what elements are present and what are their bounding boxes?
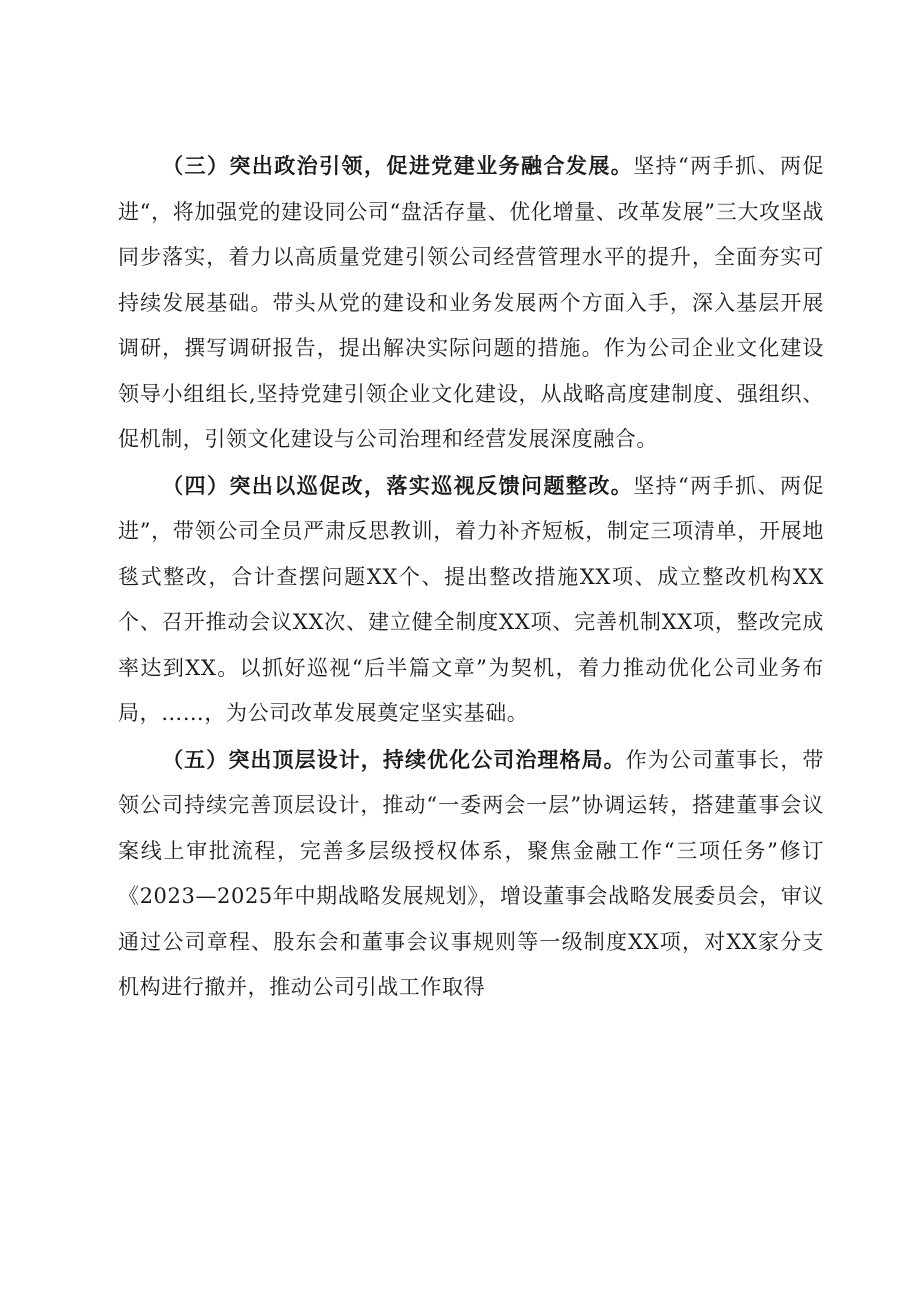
paragraph-3-body: 坚持“两手抓、两促进“，将加强党的建设同公司“盘活存量、优化增量、改革发展”三大攻坚战同步落实，着力以高质量党建引领公司经营管理水平的提升，全面夯实可持续发展基础。带头从党的建设和业务发展两个方面入手，深入基层开展调研，撰写调研报告，提出解决实际问题的措施。作为公司企业文化建设领导小组组长,坚持党建引领企业文化建设，从战略高度建制度、强组织、促机制，引领文化建设与公司治理和经营发展深度融合。	[118, 154, 824, 451]
paragraph-4	[118, 463, 824, 737]
paragraph-5-heading: （五）突出顶层设计，持续优化公司治理格局。	[162, 746, 626, 772]
document-body	[118, 143, 824, 1011]
paragraph-4-heading: （四）突出以巡促改，落实巡视反馈问题整改。	[162, 472, 634, 498]
paragraph-3-heading: （三）突出政治引领，促进党建业务融合发展。	[162, 153, 634, 178]
paragraph-4-body: 坚持“两手抓、两促进”，带领公司全员严肃反思教训，着力补齐短板，制定三项清单，开展地毯式整改，合计查摆问题XX个、提出整改措施XX项、成立整改机构XX个、召开推动会议XX次、建立健全制度XX项、完善机制XX项，整改完成率达到XX。以抓好巡视“后半篇文章”为契机，着力推动优化公司业务布局，……，为公司改革发展奠定坚实基础。	[118, 473, 824, 725]
paragraph-3	[118, 143, 824, 463]
paragraph-5	[118, 737, 824, 1011]
paragraph-5-body: 作为公司董事长，带领公司持续完善顶层设计，推动“一委两会一层”协调运转，搭建董事会议案线上审批流程，完善多层级授权体系，聚焦金融工作“三项任务”修订《2023—2025年中期战略发展规划》，增设董事会战略发展委员会，审议通过公司章程、股东会和董事会议事规则等一级制度XX项，对XX家分支机构进行撤并，推动公司引战工作取得	[118, 747, 824, 999]
